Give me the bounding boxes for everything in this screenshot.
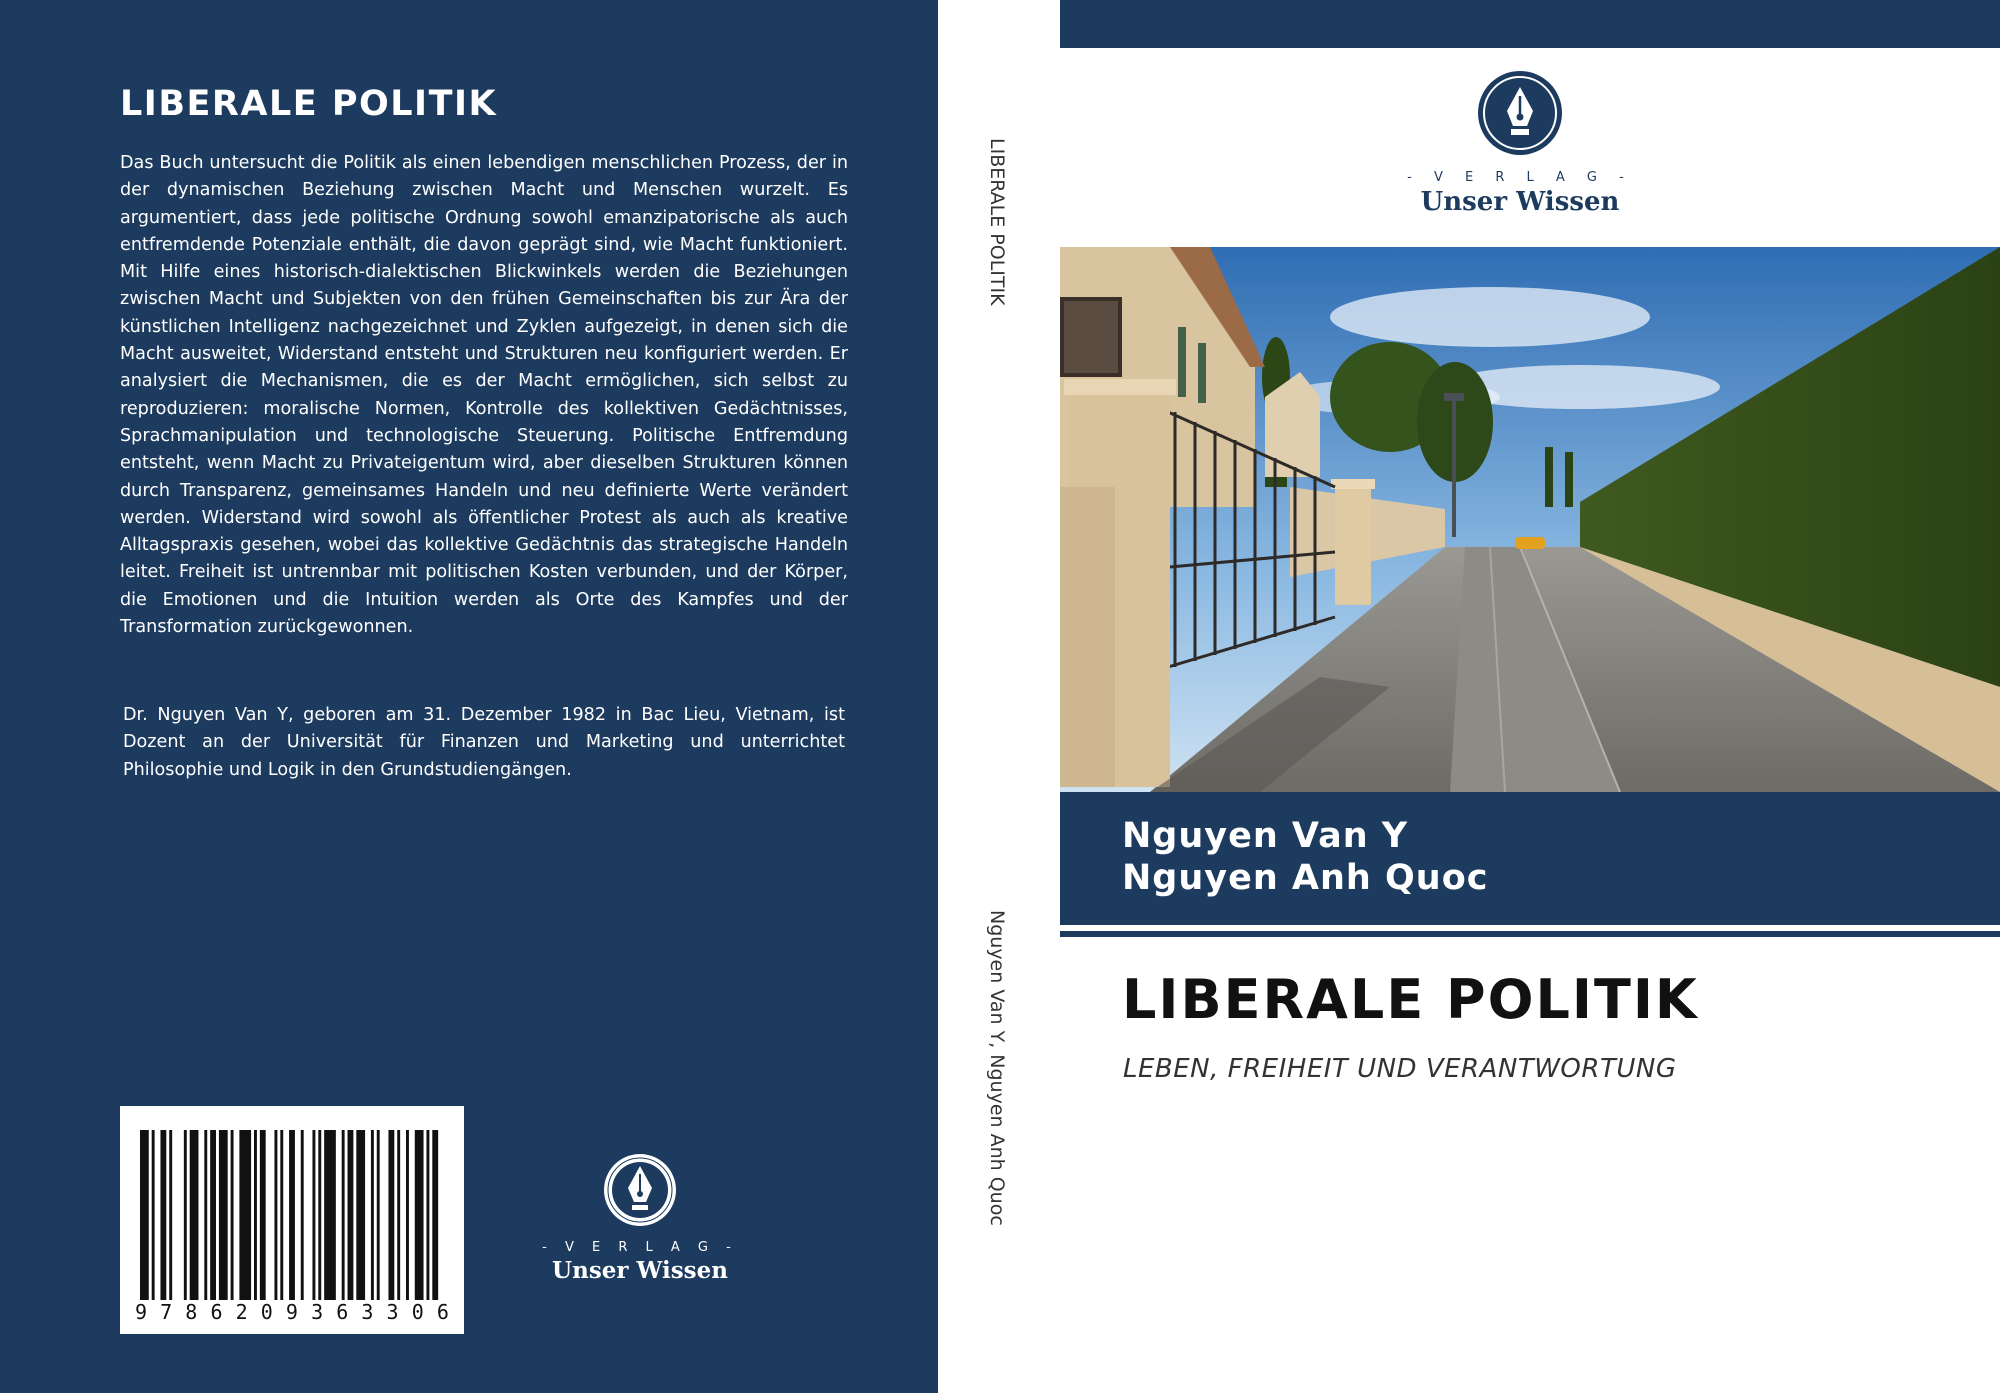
pen-nib-icon <box>1477 70 1563 156</box>
author-band <box>1060 792 2000 925</box>
barcode-bar <box>260 1130 266 1300</box>
barcode-bar <box>397 1130 400 1300</box>
barcode-digit: 3 <box>311 1300 324 1324</box>
barcode-bar <box>406 1130 409 1300</box>
barcode-bar <box>190 1130 199 1300</box>
barcode-digit: 6 <box>336 1300 349 1324</box>
spine-title: LIBERALE POLITIK <box>986 138 1008 306</box>
publisher-name: Unser Wissen <box>1420 187 1620 217</box>
barcode-digit: 0 <box>411 1300 424 1324</box>
barcode-bar <box>231 1130 234 1300</box>
barcode-number <box>130 1300 454 1324</box>
book-title: LIBERALE POLITIK <box>1122 968 1699 1031</box>
back-cover-title: LIBERALE POLITIK <box>120 84 498 124</box>
barcode-bars <box>140 1130 444 1300</box>
barcode-bar <box>280 1130 283 1300</box>
barcode-bar <box>388 1130 394 1300</box>
barcode-digit: 2 <box>235 1300 248 1324</box>
barcode-bar <box>312 1130 315 1300</box>
barcode-digit: 8 <box>185 1300 198 1324</box>
author-name: Nguyen Van Y <box>1122 816 1409 856</box>
barcode-bar <box>432 1130 438 1300</box>
book-subtitle: LEBEN, FREIHEIT UND VERANTWORTUNG <box>1123 1054 1677 1084</box>
barcode-bar <box>289 1130 295 1300</box>
barcode-digit: 9 <box>285 1300 298 1324</box>
barcode-bar <box>204 1130 207 1300</box>
barcode-bar <box>219 1130 228 1300</box>
barcode-bar <box>318 1130 321 1300</box>
divider-rule <box>1060 931 2000 937</box>
front-cover <box>1060 0 2000 1393</box>
barcode-bar <box>169 1130 172 1300</box>
pen-nib-icon <box>602 1152 678 1228</box>
barcode-bar <box>210 1130 216 1300</box>
barcode-bar <box>415 1130 424 1300</box>
barcode-bar <box>371 1130 374 1300</box>
barcode-bar <box>140 1130 149 1300</box>
publisher-logo-back <box>540 1152 740 1284</box>
barcode-bar <box>254 1130 257 1300</box>
barcode-digit: 7 <box>160 1300 173 1324</box>
street-scene-photo <box>1060 247 2000 792</box>
publisher-verlag-label: - V E R L A G - <box>1407 170 1633 185</box>
book-description: Das Buch untersucht die Politik als einen lebendigen menschlichen Prozess, der in der dynamischen Beziehung zwischen Macht und Menschen wurzelt. Es argumentiert, dass jede politische Ordnung sowohl emanzipatorische als auch entfremdende Potenziale enthält, die davon geprägt sind, wie Macht funktioniert. Mit Hilfe eines historisch-dialektischen Blickwinkels werden die Beziehungen zwischen Macht und Subjekten von den frühen Gemeinschaften bis zur Ära der künstlichen Intelligenz nachgezeichnet und Zyklen aufgezeigt, in denen sich die Macht ausweitet, Widerstand entsteht und Strukturen neu konfiguriert werden. Er analysiert die Mechanismen, die es der Macht ermöglichen, sich selbst zu reproduzieren: moralische Normen, Kontrolle des kollektiven Gedächtnisses, Sprachmanipulation und technologische Steuerung. Politische Entfremdung entsteht, wenn Macht zu Privateigentum wird, aber dieselben Strukturen können durch Transparenz, gemeinsames Handeln und neu definierte Werte verändert werden. Widerstand wird sowohl als öffentlicher Protest als auch als kreative Alltagspraxis gesehen, wobei das kollektive Gedächtnis das strategische Handeln leitet. Freiheit ist untrennbar mit politischen Kosten verbunden, und der Körper, die Emotionen und die Intuition werden als Orte des Kampfes und der Transformation zurückgewonnen. <box>120 153 848 638</box>
barcode-digit: 9 <box>134 1300 148 1324</box>
barcode-bar <box>377 1130 380 1300</box>
barcode-digit: 6 <box>436 1300 449 1324</box>
barcode-bar <box>239 1130 251 1300</box>
barcode-bar <box>426 1130 429 1300</box>
barcode-bar <box>348 1130 354 1300</box>
barcode-bar <box>152 1130 155 1300</box>
barcode-bar <box>160 1130 166 1300</box>
barcode-bar <box>184 1130 187 1300</box>
barcode-bar <box>324 1130 336 1300</box>
publisher-logo-front <box>1360 70 1680 217</box>
book-spine <box>938 0 1060 1393</box>
barcode-digit: 3 <box>361 1300 374 1324</box>
barcode-digit: 6 <box>210 1300 223 1324</box>
barcode-digit: 3 <box>386 1300 399 1324</box>
front-top-bar <box>1060 0 2000 48</box>
barcode-bar <box>301 1130 304 1300</box>
barcode-digit: 0 <box>260 1300 273 1324</box>
publisher-name: Unser Wissen <box>552 1257 728 1284</box>
back-cover <box>0 0 938 1393</box>
author-name: Nguyen Anh Quoc <box>1122 858 1489 898</box>
spine-authors: Nguyen Van Y, Nguyen Anh Quoc <box>986 910 1008 1226</box>
barcode-bar <box>356 1130 365 1300</box>
isbn-barcode <box>120 1106 464 1334</box>
barcode-bar <box>342 1130 345 1300</box>
author-biography: Dr. Nguyen Van Y, geboren am 31. Dezember 1982 in Bac Lieu, Vietnam, ist Dozent an der Universität für Finanzen und Marketing und unterrichtet Philosophie und Logik in den Grundstudiengängen. <box>123 705 845 780</box>
barcode-bar <box>274 1130 277 1300</box>
publisher-verlag-label: - V E R L A G - <box>542 1240 738 1255</box>
